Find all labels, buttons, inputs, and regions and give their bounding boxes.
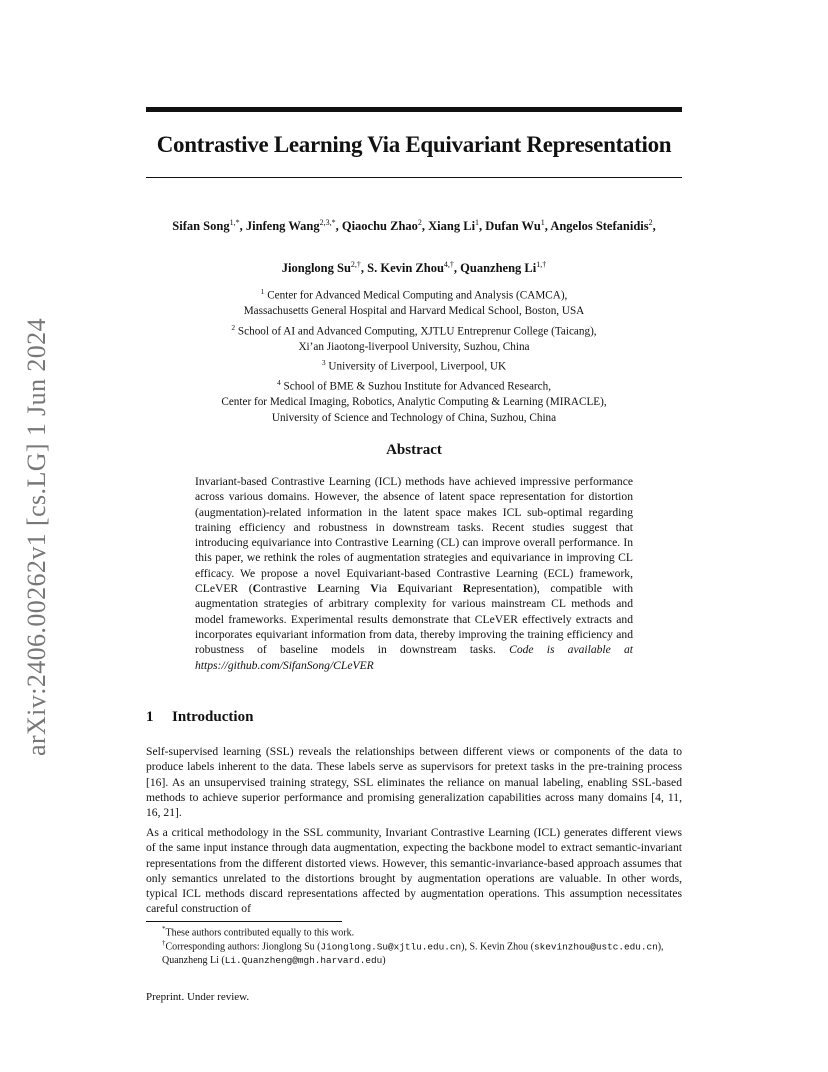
author-list-line-1: Sifan Song$^{1,*}$, Jinfeng Wang$^{2,3,*}$, Qiaochu Zhao$^2$, Xiang Li$^1$, Dufan Wu$^1$, Angelos Stefanidis$^2$,: [172, 218, 656, 234]
footnote-text: These authors contributed equally to this work.: [165, 927, 355, 939]
abstract-heading: Abstract: [386, 442, 442, 458]
page-footer: Preprint. Under review.: [146, 991, 250, 1003]
section-title: Introduction: [172, 709, 254, 725]
author-affiliation-mark: 2,†: [350, 260, 361, 269]
abstract-text: quivariant: [405, 582, 463, 596]
author-affiliation-mark: 2,3,*: [319, 218, 336, 227]
footnote-text: ): [382, 954, 386, 966]
body-paragraph: Self-supervised learning (SSL) reveals the relationships between different views or components of the data to produce labels inherent to the data. These labels serve as supervisors for pretext tasks in the pre-training process [16]. As an unsupervised training strategy, SSL eliminates the reliance on manual labeling, enabling SSL-based methods to achieve superior performance and promising generalization capabilities across many domains [4, 11, 16, 21].: [146, 745, 682, 820]
author-name: Dufan Wu: [485, 219, 541, 234]
affiliation-text: Center for Medical Imaging, Robotics, Analytic Computing & Learning (MIRACLE),: [221, 396, 607, 409]
author-name: Qiaochu Zhao: [341, 219, 418, 234]
email-link[interactable]: skevinzhou@ustc.edu.cn: [533, 941, 658, 953]
abstract-text: ia: [378, 582, 398, 596]
affiliation-number: 4: [276, 378, 281, 388]
acronym-letter: C: [252, 582, 261, 596]
author-name: Sifan Song: [172, 219, 230, 234]
footnote-text: ), S. Kevin Zhou (: [461, 941, 534, 953]
arxiv-identifier: arXiv:2406.00262v1 [cs.LG] 1 Jun 2024: [22, 318, 51, 756]
affiliation-text: University of Science and Technology of China, Suzhou, China: [271, 411, 557, 424]
footnote-corresponding-authors: [146, 937, 682, 967]
author-affiliation-mark: 1,†: [536, 260, 547, 269]
abstract-text: Invariant-based Contrastive Learning (ICL) methods have achieved impressive performance across various domains. However, the absence of latent space representation for distortion (augmentation)-related information in the latent space makes ICL sub-optimal regarding training efficiency and robustness in downstream tasks. Recent studies suggest that introducing equivariance into Contrastive Learning (CL) can improve overall performance. In this paper, we rethink the roles of augmentation strategies and equivariance in improving CL efficacy. We propose a novel Equivariant-based Contrastive Learning (ECL) framework, CLeVER (: [195, 475, 633, 596]
footnote-rule: [146, 921, 342, 922]
author-affiliation-mark: 2: [417, 218, 422, 227]
section-heading: [146, 709, 682, 726]
footnote-mark: *: [162, 925, 166, 933]
affiliation-text: Massachusetts General Hospital and Harvard Medical School, Boston, USA: [243, 305, 585, 318]
title-top-rule: [146, 107, 682, 112]
footnote-text: Corresponding authors: Jionglong Su (: [165, 941, 321, 953]
abstract-text: ontrastive: [260, 582, 318, 596]
affiliation-line: [146, 304, 682, 319]
author-affiliation-mark: 1,*: [229, 218, 240, 227]
abstract-text: ), compatible with augmentation strategies of arbitrary complexity for various mainstream CL methods and model frameworks. Experimental results demonstrate that CLeVER effectively extracts and incorporates equivariant information from data, thereby improving the training efficiency and robustness of baseline models in downstream tasks.: [195, 582, 633, 657]
affiliation-number: 3: [321, 358, 326, 368]
affiliation-line: [146, 411, 682, 426]
affiliation-line: [146, 395, 682, 410]
author-name: Jionglong Su: [281, 261, 351, 276]
author-name: Jinfeng Wang: [245, 219, 320, 234]
affiliation-line: [146, 355, 682, 375]
affiliation-text: School of AI and Advanced Computing, XJTLU Entreprenur College (Taicang),: [237, 325, 597, 338]
email-link[interactable]: Jionglong.Su@xjtlu.edu.cn: [320, 941, 462, 953]
author-list-line-2: Jionglong $Su^{2,\dagger}$, S. Kevin Zhou$^{4,\dagger}$, Quanzheng $Li^{1,\dagger}$: [281, 260, 547, 276]
author-affiliation-mark: 1: [475, 218, 480, 227]
affiliation-line: [146, 320, 682, 340]
author-name: Xiang Li: [428, 219, 476, 234]
affiliation-line: [146, 284, 682, 304]
affiliation-number: 1: [260, 287, 265, 296]
abstract-text: earning: [324, 582, 371, 596]
affiliation-line: [146, 340, 682, 355]
code-availability-link[interactable]: Code is available at https://github.com/SifanSong/CLeVER: [195, 643, 633, 672]
affiliation-number: 2: [231, 322, 236, 332]
affiliation-text: University of Liverpool, Liverpool, UK: [328, 360, 507, 373]
author-name: S. Kevin Zhou: [367, 261, 444, 276]
email-link[interactable]: Li.Quanzheng@mgh.harvard.edu: [224, 954, 383, 966]
abstract-body: [195, 474, 633, 673]
acronym-letter: R: [462, 582, 472, 596]
affiliation-text: Center for Advanced Medical Computing and Analysis (CAMCA),: [267, 289, 568, 302]
acronym-letter: E: [397, 582, 406, 596]
affiliation-line: [146, 375, 682, 395]
acronym-letter: V: [370, 582, 379, 596]
author-name: Quanzheng Li: [460, 261, 537, 276]
footnote-text: ), Quanzheng Li (: [162, 941, 664, 966]
section-number: 1: [146, 709, 154, 725]
title-bottom-rule: [146, 177, 682, 178]
affiliation-text: School of BME & Suzhou Institute for Advanced Research,: [283, 380, 552, 393]
author-affiliation-mark: 1: [540, 218, 545, 227]
author-affiliation-mark: 4,†: [443, 260, 454, 269]
affiliation-text: Xi’an Jiaotong-liverpool University, Suzhou, China: [298, 340, 530, 353]
author-name: Angelos Stefanidis: [550, 219, 649, 234]
body-paragraph: As a critical methodology in the SSL community, Invariant Contrastive Learning (ICL) generates different views of the same input instance through data augmentation, expecting the backbone model to extract semantic-invariant representations from the different distorted views. However, this semantic-invariance-based approach assumes that only semantics unrelated to the distortions brought by augmentation operations are valuable. In other words, typical ICL methods discard representations affected by augmentation operations. This assumption necessitates careful construction of: [146, 826, 682, 916]
author-affiliation-mark: 2: [648, 218, 653, 227]
acronym-letter: L: [317, 582, 325, 596]
abstract-text: epresentation: [471, 582, 534, 596]
footnote-mark: †: [162, 939, 166, 947]
affiliations: [146, 284, 682, 426]
paper-title: Contrastive Learning Via Equivariant Representation: [156, 132, 672, 157]
